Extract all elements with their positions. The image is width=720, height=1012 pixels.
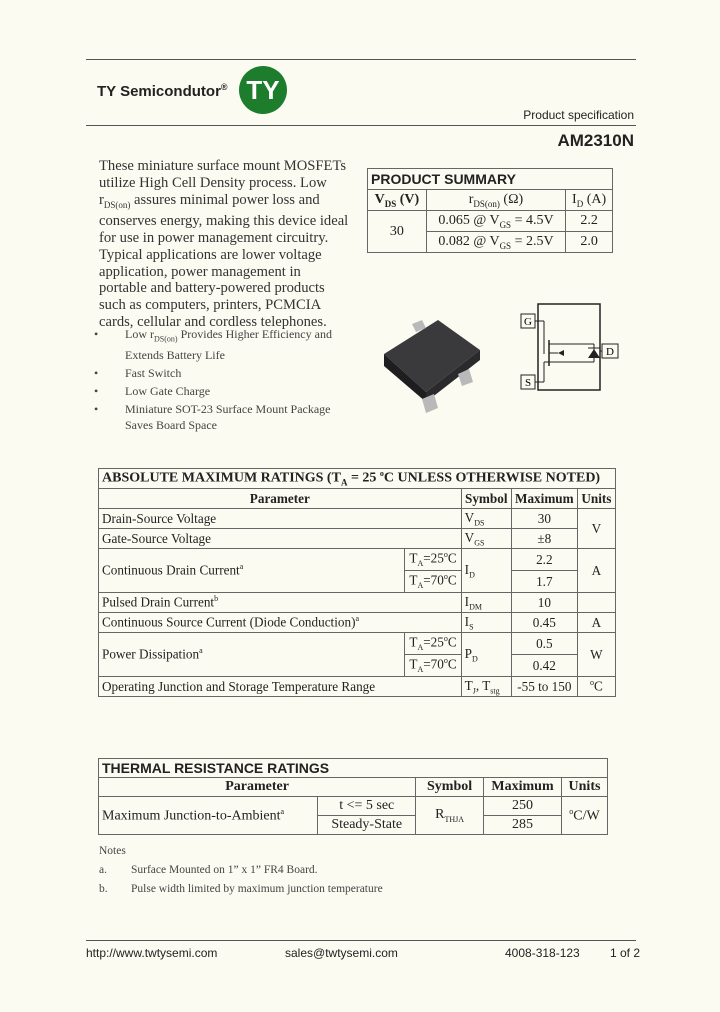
table-row: Continuous Drain Current$^a$ $T_A=25^oC$ $I_D$ 2.2 A (99, 549, 616, 571)
drain-label: D (606, 346, 614, 358)
table-row: Power Dissipation$^a$ $T_A=25^oC$ $P_D$ 0.5 W (99, 633, 616, 655)
table-header-row: Parameter Symbol Maximum Units (99, 778, 608, 797)
table-row: Drain-Source Voltage $V_{DS}$ 30 V (99, 509, 616, 529)
table-row: Steady-State 285 (99, 816, 608, 835)
footer-rule (86, 940, 636, 941)
table-row: Pulsed Drain Current$^b$ $I_{DM}$ 10 (99, 593, 616, 613)
table-title: ABSOLUTE MAXIMUM RATINGS ($T_A = 25$ $^o$C UNLESS OTHERWISE NOTED) (99, 469, 616, 489)
absolute-max-table (98, 468, 616, 697)
footer-email[interactable]: sales@twtysemi.com (285, 946, 398, 960)
header-rule-2 (86, 125, 636, 126)
header-rule (86, 59, 636, 60)
table-row: Operating Junction and Storage Temperature Range $T_J$, $T_{stg}$ -55 to 150 $^o$C (99, 677, 616, 697)
mosfet-schematic (518, 302, 620, 394)
table-row: 0.082 @ $V_{GS} = 2.5V$ 2.0 (368, 232, 613, 253)
part-number: AM2310N (557, 131, 634, 150)
table-row: Maximum Junction-to-Ambient$^a$ t <= 5 sec $R_{THJA}$ 250 $^o$C/W (99, 797, 608, 816)
footer-phone: 4008-318-123 (505, 946, 580, 960)
notes (99, 842, 383, 899)
gate-label: G (524, 316, 532, 328)
table-header-row: $V_{DS}$ (V) $r_{DS(on)}$ (Ω) $I_D$ (A) (368, 190, 613, 211)
notes-title: Notes (99, 845, 126, 857)
table-row: Gate-Source Voltage $V_{GS}$ ±8 (99, 529, 616, 549)
table-row: $T_A=70^oC$ 1.7 (99, 571, 616, 593)
page-number: 1 of 2 (609, 946, 640, 960)
list-item: a. Surface Mounted on 1” x 1” FR4 Board. (99, 864, 318, 876)
doc-type: Product specification (523, 108, 634, 122)
list-item: b. Pulse width limited by maximum junction temperature (99, 883, 383, 895)
table-row: 30 0.065 @ $V_{GS} = 4.5V$ 2.2 (368, 211, 613, 232)
product-summary-table (367, 168, 613, 253)
table-row: Continuous Source Current (Diode Conduction)$^a$ $I_S$ 0.45 A (99, 613, 616, 633)
footer-url[interactable]: http://www.twtysemi.com (86, 946, 218, 960)
sot23-package-image (376, 312, 486, 422)
table-header-row: Parameter Symbol Maximum Units (99, 489, 616, 509)
table-row: $T_A=70^oC$ 0.42 (99, 655, 616, 677)
intro-paragraph: These miniature surface mount MOSFETs utilize High Cell Density process. Low $r_{DS(on)}$ assures minimal power loss and conserves energy, making this device ideal for use in power management circuitry. Typical applications are lower voltage application, power management in portable and battery-powered products such as computers, printers, PCMCIA cards, cellular and cordless telephones. (99, 158, 349, 331)
table-title: THERMAL RESISTANCE RATINGS (99, 759, 608, 778)
feature-list (94, 326, 354, 435)
list-item: • Low $r_{DS(on)}$ Provides Higher Efficiency and Extends Battery Life (94, 327, 332, 363)
table-title: PRODUCT SUMMARY (368, 169, 613, 190)
company-logo: TY (239, 66, 287, 114)
list-item: • Miniature SOT-23 Surface Mount Package Saves Board Space (94, 402, 331, 433)
company-name: TY Semicondutor® (97, 82, 228, 100)
thermal-resistance-table (98, 758, 608, 835)
list-item: • Low Gate Charge (94, 384, 211, 399)
list-item: • Fast Switch (94, 366, 182, 381)
source-label: S (524, 377, 532, 389)
